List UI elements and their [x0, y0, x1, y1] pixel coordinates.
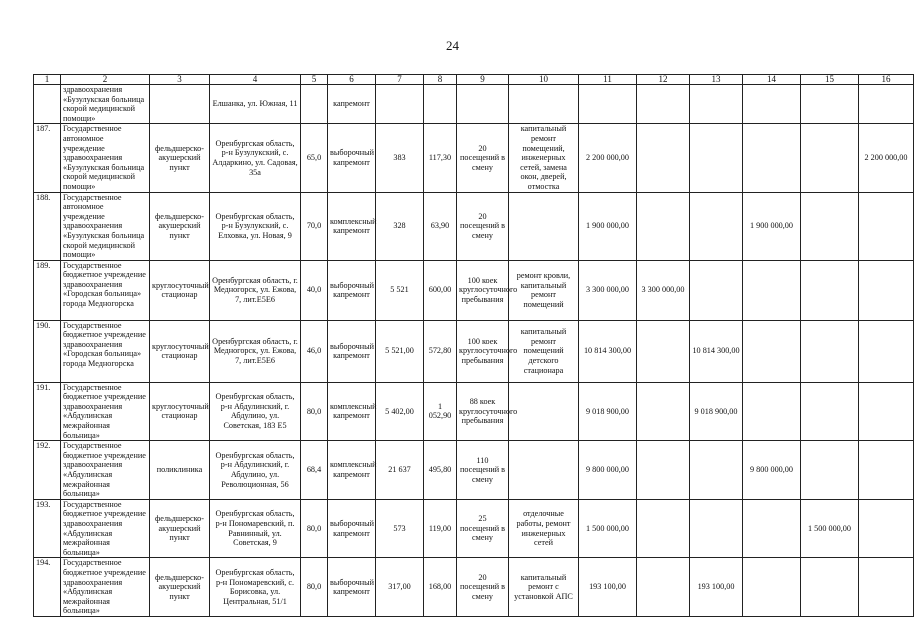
year-col-14 — [743, 320, 801, 382]
year-col-13 — [690, 260, 743, 320]
work-type: выборочный капремонт — [328, 320, 376, 382]
area-total: 383 — [376, 124, 424, 192]
year-col-12 — [637, 85, 690, 124]
year-col-14 — [743, 382, 801, 441]
work-description — [509, 382, 579, 441]
total-amount: 1 900 000,00 — [579, 192, 637, 260]
row-number: 190. — [34, 320, 61, 382]
row-number: 192. — [34, 441, 61, 500]
wear-percent: 68,4 — [301, 441, 328, 500]
page-number: 24 — [446, 38, 459, 53]
capacity: 88 коек круглосуточного пребывания — [457, 382, 509, 441]
work-type: выборочный капремонт — [328, 558, 376, 617]
area-repair: 119,00 — [424, 499, 457, 558]
area-total: 573 — [376, 499, 424, 558]
total-amount: 2 200 000,00 — [579, 124, 637, 192]
year-col-16 — [859, 441, 914, 500]
institution-name: Государственное автономное учреждение здравоохранения «Бузулукская больница скорой медицинской помощи» — [61, 192, 150, 260]
total-amount: 10 814 300,00 — [579, 320, 637, 382]
area-repair: 1 052,90 — [424, 382, 457, 441]
capacity: 110 посещений в смену — [457, 441, 509, 500]
column-number: 3 — [150, 75, 210, 85]
column-number-row — [34, 75, 914, 85]
work-type: выборочный капремонт — [328, 124, 376, 192]
year-col-12 — [637, 192, 690, 260]
year-col-15 — [801, 320, 859, 382]
work-description — [509, 85, 579, 124]
wear-percent: 70,0 — [301, 192, 328, 260]
institution-name: Государственное бюджетное учреждение здравоохранения «Городская больница» города Медногорска — [61, 260, 150, 320]
year-col-12 — [637, 558, 690, 617]
year-col-16 — [859, 382, 914, 441]
work-type: комплексный капремонт — [328, 192, 376, 260]
area-total: 328 — [376, 192, 424, 260]
year-col-14 — [743, 85, 801, 124]
year-col-13 — [690, 192, 743, 260]
area-repair: 168,00 — [424, 558, 457, 617]
work-type: выборочный капремонт — [328, 499, 376, 558]
institution-name: Государственное автономное учреждение здравоохранения «Бузулукская больница скорой медицинской помощи» — [61, 124, 150, 192]
year-col-13 — [690, 85, 743, 124]
wear-percent: 46,0 — [301, 320, 328, 382]
table-row — [34, 124, 914, 192]
table-row — [34, 85, 914, 124]
year-col-16 — [859, 85, 914, 124]
total-amount: 3 300 000,00 — [579, 260, 637, 320]
total-amount: 9 800 000,00 — [579, 441, 637, 500]
column-number: 11 — [579, 75, 637, 85]
address: Оренбургская область, р-н Пономаревский, с. Борисовка, ул. Центральная, 51/1 — [210, 558, 301, 617]
year-col-12 — [637, 124, 690, 192]
facility-type: фельдшерско-акушерский пункт — [150, 192, 210, 260]
year-col-15 — [801, 260, 859, 320]
area-total: 5 402,00 — [376, 382, 424, 441]
column-number: 4 — [210, 75, 301, 85]
work-type: капремонт — [328, 85, 376, 124]
facility-type: фельдшерско-акушерский пункт — [150, 558, 210, 617]
year-col-12 — [637, 499, 690, 558]
institution-name: Государственное бюджетное учреждение здравоохранения «Абдулинская межрайонная больница» — [61, 382, 150, 441]
year-col-16: 2 200 000,00 — [859, 124, 914, 192]
work-description: капитальный ремонт помещений, инженерных сетей, замена окон, дверей, отмостка — [509, 124, 579, 192]
year-col-12 — [637, 441, 690, 500]
year-col-15 — [801, 441, 859, 500]
wear-percent: 80,0 — [301, 382, 328, 441]
work-description: капитальный ремонт с установкой АПС — [509, 558, 579, 617]
capacity: 20 посещений в смену — [457, 124, 509, 192]
column-number: 10 — [509, 75, 579, 85]
column-number: 1 — [34, 75, 61, 85]
column-number: 8 — [424, 75, 457, 85]
institution-name: здравоохранения «Бузулукская больница скорой медицинской помощи» — [61, 85, 150, 124]
year-col-14: 9 800 000,00 — [743, 441, 801, 500]
table-row — [34, 320, 914, 382]
institution-name: Государственное бюджетное учреждение здравоохранения «Абдулинская межрайонная больница» — [61, 558, 150, 617]
wear-percent — [301, 85, 328, 124]
capacity: 25 посещений в смену — [457, 499, 509, 558]
total-amount — [579, 85, 637, 124]
work-description: отделочные работы, ремонт инженерных сетей — [509, 499, 579, 558]
address: Оренбургская область, р-н Бузулукский, с. Елховка, ул. Новая, 9 — [210, 192, 301, 260]
address: Оренбургская область, г. Медногорск, ул. Ежова, 7, лит.Е5Е6 — [210, 320, 301, 382]
area-total — [376, 85, 424, 124]
area-total: 21 637 — [376, 441, 424, 500]
row-number: 194. — [34, 558, 61, 617]
year-col-16 — [859, 558, 914, 617]
work-type: комплексный капремонт — [328, 441, 376, 500]
total-amount: 9 018 900,00 — [579, 382, 637, 441]
address: Оренбургская область, г. Медногорск, ул. Ежова, 7, лит.Е5Е6 — [210, 260, 301, 320]
row-number: 191. — [34, 382, 61, 441]
work-type: выборочный капремонт — [328, 260, 376, 320]
table-row — [34, 499, 914, 558]
year-col-13: 193 100,00 — [690, 558, 743, 617]
facility-type: круглосуточный стационар — [150, 382, 210, 441]
facility-type: фельдшерско-акушерский пункт — [150, 499, 210, 558]
year-col-13: 9 018 900,00 — [690, 382, 743, 441]
wear-percent: 80,0 — [301, 558, 328, 617]
table-row — [34, 260, 914, 320]
capacity: 100 коек круглосуточного пребывания — [457, 320, 509, 382]
year-col-15 — [801, 192, 859, 260]
year-col-15 — [801, 85, 859, 124]
area-repair: 117,30 — [424, 124, 457, 192]
table-row — [34, 192, 914, 260]
year-col-16 — [859, 320, 914, 382]
year-col-13 — [690, 499, 743, 558]
column-number: 13 — [690, 75, 743, 85]
address: Оренбургская область, р-н Бузулукский, с. Алдаркино, ул. Садовая, 35а — [210, 124, 301, 192]
row-number: 187. — [34, 124, 61, 192]
address: Оренбургская область, р-н Абдулинский, г. Абдулино, ул. Революционная, 56 — [210, 441, 301, 500]
work-description — [509, 441, 579, 500]
year-col-16 — [859, 260, 914, 320]
column-number: 12 — [637, 75, 690, 85]
facility-type: круглосуточный стационар — [150, 320, 210, 382]
work-description — [509, 192, 579, 260]
year-col-15 — [801, 382, 859, 441]
area-repair: 600,00 — [424, 260, 457, 320]
year-col-13 — [690, 124, 743, 192]
year-col-12 — [637, 320, 690, 382]
row-number: 193. — [34, 499, 61, 558]
institution-name: Государственное бюджетное учреждение здравоохранения «Городская больница» города Медногорска — [61, 320, 150, 382]
year-col-15 — [801, 124, 859, 192]
year-col-13 — [690, 441, 743, 500]
column-number: 2 — [61, 75, 150, 85]
area-repair: 572,80 — [424, 320, 457, 382]
column-number: 6 — [328, 75, 376, 85]
area-repair: 495,80 — [424, 441, 457, 500]
row-number — [34, 85, 61, 124]
year-col-16 — [859, 499, 914, 558]
column-number: 14 — [743, 75, 801, 85]
facility-type: фельдшерско-акушерский пункт — [150, 124, 210, 192]
area-total: 5 521,00 — [376, 320, 424, 382]
year-col-16 — [859, 192, 914, 260]
area-total: 5 521 — [376, 260, 424, 320]
capacity — [457, 85, 509, 124]
column-number: 7 — [376, 75, 424, 85]
column-number: 16 — [859, 75, 914, 85]
row-number: 189. — [34, 260, 61, 320]
facility-type: поликлиника — [150, 441, 210, 500]
column-number: 9 — [457, 75, 509, 85]
wear-percent: 40,0 — [301, 260, 328, 320]
address: Оренбургская область, р-н Абдулинский, г. Абдулино, ул. Советская, 183 Е5 — [210, 382, 301, 441]
area-total: 317,00 — [376, 558, 424, 617]
table-row — [34, 441, 914, 500]
facility-type — [150, 85, 210, 124]
year-col-15 — [801, 558, 859, 617]
year-col-14: 1 900 000,00 — [743, 192, 801, 260]
institution-name: Государственное бюджетное учреждение здравоохранения «Абдулинская межрайонная больница» — [61, 441, 150, 500]
year-col-15: 1 500 000,00 — [801, 499, 859, 558]
year-col-13: 10 814 300,00 — [690, 320, 743, 382]
repair-program-table — [33, 74, 914, 617]
year-col-14 — [743, 558, 801, 617]
table-row — [34, 558, 914, 617]
capacity: 20 посещений в смену — [457, 558, 509, 617]
year-col-12: 3 300 000,00 — [637, 260, 690, 320]
column-number: 15 — [801, 75, 859, 85]
year-col-12 — [637, 382, 690, 441]
facility-type: круглосуточный стационар — [150, 260, 210, 320]
total-amount: 1 500 000,00 — [579, 499, 637, 558]
year-col-14 — [743, 499, 801, 558]
area-repair: 63,90 — [424, 192, 457, 260]
total-amount: 193 100,00 — [579, 558, 637, 617]
row-number: 188. — [34, 192, 61, 260]
wear-percent: 80,0 — [301, 499, 328, 558]
table-row — [34, 382, 914, 441]
institution-name: Государственное бюджетное учреждение здравоохранения «Абдулинская межрайонная больница» — [61, 499, 150, 558]
address: Елшанка, ул. Южная, 11 — [210, 85, 301, 124]
wear-percent: 65,0 — [301, 124, 328, 192]
year-col-14 — [743, 124, 801, 192]
work-description: капитальный ремонт помещений детского стационара — [509, 320, 579, 382]
address: Оренбургская область, р-н Пономаревский, п. Равнинный, ул. Советская, 9 — [210, 499, 301, 558]
year-col-14 — [743, 260, 801, 320]
work-description: ремонт кровли, капитальный ремонт помещений — [509, 260, 579, 320]
work-type: комплексный капремонт — [328, 382, 376, 441]
column-number: 5 — [301, 75, 328, 85]
capacity: 100 коек круглосуточного пребывания — [457, 260, 509, 320]
area-repair — [424, 85, 457, 124]
capacity: 20 посещений в смену — [457, 192, 509, 260]
